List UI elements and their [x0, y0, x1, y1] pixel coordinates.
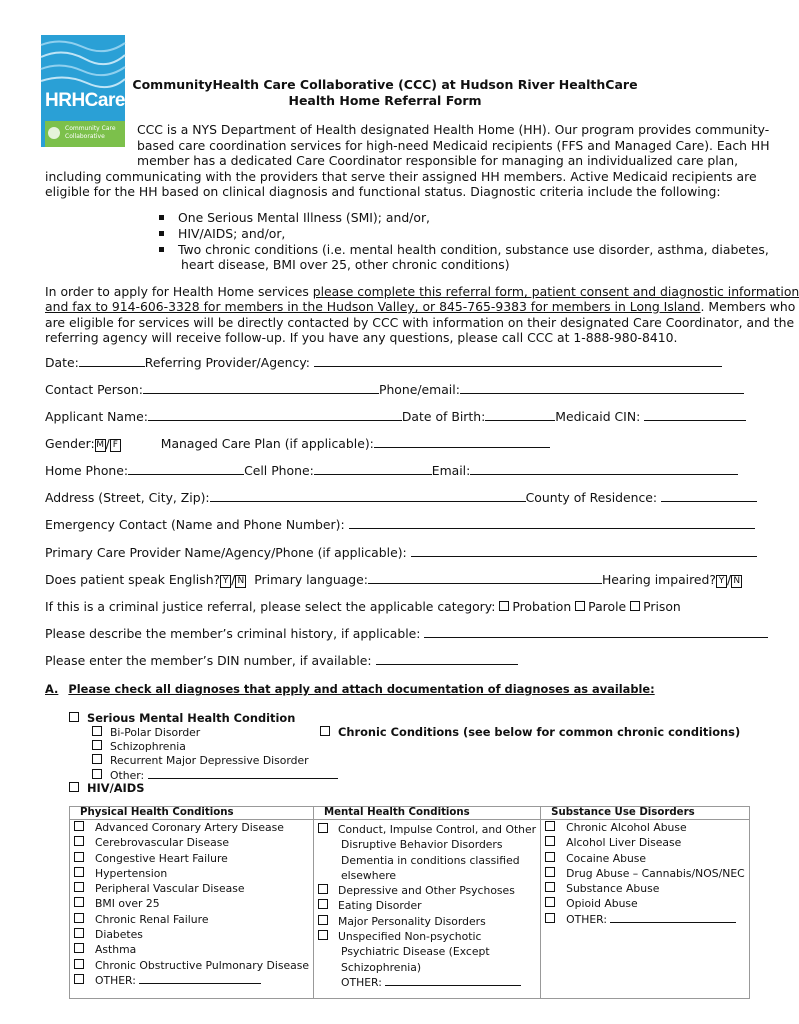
criteria-item — [159, 242, 769, 258]
mdd-label: Recurrent Major Depressive Disorder — [110, 754, 309, 767]
criminal-justice-label: If this is a criminal justice referral, please select the applicable category: — [45, 599, 496, 614]
mental-other-field[interactable] — [385, 976, 521, 986]
hearing-yes-checkbox[interactable]: Y — [716, 575, 727, 588]
bipolar-label: Bi-Polar Disorder — [110, 726, 201, 739]
apply-text: . Members who — [700, 299, 796, 314]
date-field[interactable] — [79, 355, 145, 367]
chronic-row — [320, 725, 740, 741]
condition-label: Chronic Alcohol Abuse — [566, 821, 687, 834]
cell-phone-label: Cell Phone: — [244, 463, 314, 478]
emergency-contact-field[interactable] — [349, 517, 755, 529]
section-a-letter: A. — [45, 682, 59, 696]
substance-checkbox[interactable] — [545, 867, 555, 877]
row-din — [45, 653, 518, 669]
list-item-cont: Disruptive Behavior Disorders — [341, 838, 503, 852]
table-header-row — [70, 807, 750, 820]
chronic-label: Chronic Conditions (see below for common chronic conditions) — [338, 725, 741, 739]
physical-header: Physical Health Conditions — [70, 807, 314, 820]
row-phones — [45, 463, 738, 479]
list-item — [74, 866, 309, 881]
english-no-checkbox[interactable]: N — [235, 575, 246, 588]
substance-checkbox[interactable] — [545, 836, 555, 846]
criminal-history-label: Please describe the member’s criminal history, if applicable: — [45, 626, 421, 641]
cell-phone-field[interactable] — [314, 463, 432, 475]
condition-label: Chronic Renal Failure — [95, 912, 209, 926]
list-item — [545, 866, 745, 881]
intro-line-1: CCC is a NYS Department of Health designated Health Home (HH). Our program provides community- — [137, 122, 770, 137]
substance-other-field[interactable] — [610, 913, 736, 923]
mental-checkbox[interactable] — [318, 899, 328, 909]
condition-label: Cocaine Abuse — [566, 851, 647, 865]
pcp-label: Primary Care Provider Name/Agency/Phone (if applicable): — [45, 545, 407, 560]
substance-other-checkbox[interactable] — [545, 913, 555, 923]
address-field[interactable] — [210, 490, 526, 502]
list-item — [545, 896, 745, 911]
gender-label: Gender: — [45, 436, 95, 451]
date-label: Date: — [45, 355, 79, 370]
list-item — [74, 896, 309, 911]
address-label: Address (Street, City, Zip): — [45, 490, 210, 505]
mental-checkbox[interactable] — [318, 823, 328, 833]
smhc-other-label: Other: — [110, 769, 145, 782]
physical-checkbox[interactable] — [74, 943, 84, 953]
mental-checkbox[interactable] — [318, 930, 328, 940]
row-applicant — [45, 409, 746, 425]
referring-provider-label: Referring Provider/Agency: — [144, 355, 310, 370]
primary-language-label: Primary language: — [254, 572, 368, 587]
separator: / — [231, 572, 236, 587]
list-item — [74, 958, 309, 973]
gender-f-checkbox[interactable]: F — [110, 439, 121, 452]
probation-checkbox[interactable] — [499, 601, 509, 611]
contact-person-field[interactable] — [143, 382, 379, 394]
criteria-text: Two chronic conditions (i.e. mental health condition, substance use disorder, asthma, diabetes, — [178, 242, 769, 257]
separator: / — [105, 436, 110, 451]
dob-field[interactable] — [485, 409, 555, 421]
list-item — [74, 973, 309, 988]
smhc-checkbox[interactable] — [69, 712, 79, 722]
condition-label: Unspecified Non-psychotic — [338, 930, 482, 944]
physical-checkbox[interactable] — [74, 897, 84, 907]
condition-label: OTHER: — [566, 912, 607, 926]
separator: / — [727, 572, 732, 587]
condition-label: Hypertension — [95, 866, 168, 880]
form-title-line1: CommunityHealth Care Collaborative (CCC) at Hudson River HealthCare — [132, 77, 638, 92]
home-phone-label: Home Phone: — [45, 463, 129, 478]
section-a-title: Please check all diagnoses that apply and attach documentation of diagnoses as available: — [68, 682, 655, 696]
list-item — [74, 912, 309, 927]
email-field[interactable] — [470, 463, 738, 475]
table-body-row — [70, 820, 750, 999]
condition-label: Peripheral Vascular Disease — [95, 882, 245, 896]
physical-checkbox[interactable] — [74, 836, 84, 846]
referring-provider-field[interactable] — [314, 355, 722, 367]
physical-other-checkbox[interactable] — [74, 974, 84, 984]
condition-label: Substance Abuse — [566, 882, 660, 896]
list-item — [545, 851, 745, 866]
prison-label: Prison — [643, 599, 681, 614]
list-item — [545, 835, 745, 850]
list-item — [318, 883, 536, 898]
intro-line-5: eligible for the HH based on clinical diagnosis and functional status. Diagnostic criteria include the following: — [45, 184, 721, 199]
row-criminal-history — [45, 626, 768, 642]
apply-line-2 — [45, 299, 795, 315]
apply-instructions-underlined: please complete this referral form, patient consent and diagnostic information — [312, 284, 799, 299]
substance-header: Substance Use Disorders — [541, 807, 750, 820]
intro-line-4: including communicating with the providers that serve their assigned HH members. Active Medicaid recipients are — [45, 169, 757, 184]
home-phone-field[interactable] — [128, 463, 244, 475]
medicaid-cin-label: Medicaid CIN: — [555, 409, 641, 424]
bipolar-checkbox[interactable] — [92, 726, 102, 736]
logo-sub-text: Community Care Collaborative — [65, 125, 116, 140]
condition-label: Congestive Heart Failure — [95, 851, 228, 865]
row-contact — [45, 382, 744, 398]
intro-line-2: based care coordination services for high-need Medicaid recipients (FFS and Managed Care). Each HH — [137, 138, 770, 153]
criteria-item — [159, 226, 285, 242]
condition-label: OTHER: — [95, 973, 136, 987]
apply-line-4: referring agency will receive follow-up. If you have any questions, please call CCC at 1-888-980-8410. — [45, 330, 678, 345]
parole-checkbox[interactable] — [575, 601, 585, 611]
mdd-checkbox[interactable] — [92, 754, 102, 764]
bullet-icon — [159, 231, 164, 236]
list-item — [545, 912, 745, 927]
logo-emblem-icon — [48, 127, 60, 139]
form-title-line2: Health Home Referral Form — [288, 93, 482, 108]
condition-label: Drug Abuse – Cannabis/NOS/NEC — [566, 866, 745, 880]
chronic-checkbox[interactable] — [320, 726, 330, 736]
phone-email-field[interactable] — [460, 382, 744, 394]
english-yes-checkbox[interactable]: Y — [220, 575, 231, 588]
physical-checkbox[interactable] — [74, 913, 84, 923]
list-item-cont: Psychiatric Disease (Except — [341, 945, 490, 959]
smhc-other-field[interactable] — [148, 767, 338, 779]
logo-brand-text: HRHCare — [45, 90, 125, 111]
physical-checkbox[interactable] — [74, 821, 84, 831]
diagnoses-table — [69, 806, 750, 999]
substance-checkbox[interactable] — [545, 821, 555, 831]
row-address — [45, 490, 757, 506]
probation-label: Probation — [512, 599, 572, 614]
condition-label: Diabetes — [95, 928, 143, 942]
criteria-text: One Serious Mental Illness (SMI); and/or, — [178, 210, 430, 225]
medicaid-cin-field[interactable] — [644, 409, 746, 421]
hearing-impaired-label: Hearing impaired? — [601, 572, 716, 587]
schizophrenia-label: Schizophrenia — [110, 740, 186, 753]
mental-header: Mental Health Conditions — [314, 807, 541, 820]
list-item — [545, 881, 745, 896]
list-item — [74, 820, 309, 835]
parole-label: Parole — [588, 599, 627, 614]
list-item — [545, 820, 745, 835]
gender-m-checkbox[interactable]: M — [96, 440, 104, 450]
list-item — [318, 820, 536, 837]
list-item-cont: elsewhere — [341, 868, 397, 882]
bullet-icon — [159, 215, 164, 220]
physical-checkbox[interactable] — [74, 928, 84, 938]
condition-label: Eating Disorder — [338, 899, 422, 913]
mental-checkbox[interactable] — [318, 884, 328, 894]
list-item-cont: Dementia in conditions classified — [341, 853, 520, 867]
condition-label: Cerebrovascular Disease — [95, 836, 230, 850]
hiv-checkbox[interactable] — [69, 782, 79, 792]
physical-checkbox[interactable] — [74, 882, 84, 892]
condition-label: Depressive and Other Psychoses — [338, 884, 515, 898]
substance-checkbox[interactable] — [545, 852, 555, 862]
substance-checkbox[interactable] — [545, 897, 555, 907]
smhc-other-checkbox[interactable] — [92, 769, 102, 779]
apply-line-1 — [45, 284, 799, 300]
condition-label: Major Personality Disorders — [338, 914, 486, 928]
apply-fax-underlined: and fax to 914-606-3328 for members in the Hudson Valley, or 845-765-9383 for members in Long Island — [45, 299, 701, 314]
prison-checkbox[interactable] — [630, 601, 640, 611]
bullet-icon — [159, 247, 164, 252]
list-item — [318, 929, 536, 944]
list-item — [74, 942, 309, 957]
condition-label: BMI over 25 — [95, 897, 160, 911]
condition-label: Opioid Abuse — [566, 897, 638, 911]
row-date-referring — [45, 355, 722, 371]
physical-cell — [70, 820, 314, 999]
condition-label: Advanced Coronary Artery Disease — [95, 821, 284, 834]
din-field[interactable] — [376, 653, 518, 665]
list-item — [318, 975, 536, 990]
pcp-field[interactable] — [411, 545, 757, 557]
mental-checkbox[interactable] — [318, 915, 328, 925]
list-item — [74, 851, 309, 866]
apply-line-3: are eligible for services will be directly contacted by CCC with information on their designated Care Coordinator, and the — [45, 315, 795, 330]
email-label: Email: — [431, 463, 471, 478]
managed-care-plan-label: Managed Care Plan (if applicable): — [160, 436, 374, 451]
emergency-contact-label: Emergency Contact (Name and Phone Number): — [45, 517, 345, 532]
primary-language-field[interactable] — [368, 572, 602, 584]
row-pcp — [45, 545, 757, 561]
schizophrenia-checkbox[interactable] — [92, 740, 102, 750]
hiv-row — [69, 781, 144, 797]
list-item-cont: Schizophrenia) — [341, 960, 422, 974]
hiv-label: HIV/AIDS — [87, 781, 145, 795]
county-label: County of Residence: — [525, 490, 658, 505]
criteria-text-cont: heart disease, BMI over 25, other chronic conditions) — [181, 257, 510, 272]
hearing-no-checkbox[interactable]: N — [731, 575, 742, 588]
contact-person-label: Contact Person: — [45, 382, 143, 397]
apply-text: In order to apply for Health Home services — [45, 284, 313, 299]
section-a-heading — [45, 682, 655, 698]
physical-checkbox[interactable] — [74, 959, 84, 969]
row-language — [45, 572, 742, 588]
applicant-name-field[interactable] — [148, 409, 402, 421]
row-criminal-justice — [45, 599, 681, 615]
intro-line-3: member has a dedicated Care Coordinator responsible for managing an individualized care plan, — [137, 153, 739, 168]
criteria-item — [159, 210, 430, 226]
applicant-name-label: Applicant Name: — [45, 409, 148, 424]
physical-other-field[interactable] — [139, 974, 261, 984]
condition-label: Asthma — [95, 943, 137, 957]
row-gender — [45, 436, 550, 452]
list-item — [318, 898, 536, 913]
mental-other-label: OTHER: — [341, 975, 382, 989]
criteria-text: HIV/AIDS; and/or, — [178, 226, 286, 241]
list-item — [318, 914, 536, 929]
physical-checkbox[interactable] — [74, 867, 84, 877]
managed-care-plan-field[interactable] — [374, 436, 550, 448]
criminal-history-field[interactable] — [424, 626, 768, 638]
substance-checkbox[interactable] — [545, 882, 555, 892]
english-label: Does patient speak English? — [45, 572, 221, 587]
list-item — [74, 835, 309, 850]
physical-checkbox[interactable] — [74, 852, 84, 862]
row-emergency — [45, 517, 755, 533]
condition-label: Alcohol Liver Disease — [566, 836, 682, 850]
condition-label: Chronic Obstructive Pulmonary Disease — [95, 958, 309, 972]
logo-sub-band — [45, 121, 125, 147]
substance-cell — [541, 820, 750, 999]
phone-email-label: Phone/email: — [378, 382, 460, 397]
condition-label: Conduct, Impulse Control, and Other — [338, 823, 537, 836]
county-field[interactable] — [661, 490, 757, 502]
mental-cell — [314, 820, 541, 999]
din-label: Please enter the member’s DIN number, if available: — [45, 653, 372, 668]
dob-label: Date of Birth: — [401, 409, 486, 424]
smhc-label: Serious Mental Health Condition — [87, 711, 296, 725]
list-item — [74, 927, 309, 942]
list-item — [74, 881, 309, 896]
